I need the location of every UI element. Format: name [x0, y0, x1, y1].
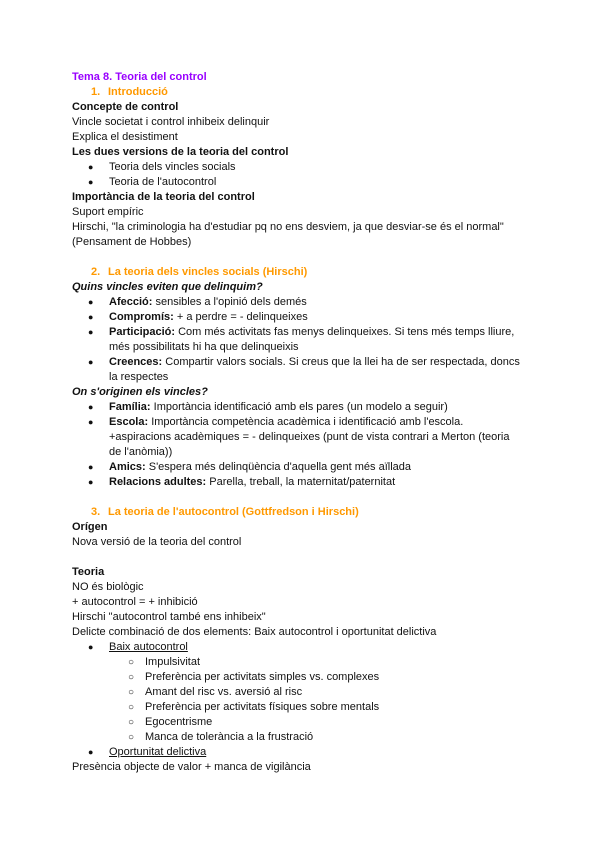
subheading-importancia: Importància de la teoria del control: [72, 191, 255, 203]
bullet-icon: ●: [88, 747, 94, 757]
sub-list-item: [72, 685, 572, 700]
section-title: Introducció: [108, 86, 168, 98]
list-item: [72, 460, 572, 475]
bullet-icon: ●: [88, 327, 94, 337]
subheading-teoria: Teoria: [72, 566, 105, 578]
list-item: [72, 175, 572, 190]
list-item-baix-autocontrol: [72, 640, 572, 655]
spacer: [72, 490, 572, 505]
section-number: 2.: [91, 266, 101, 278]
definition: + a perdre = - delinqueixes: [176, 311, 308, 323]
text-line: Hirschi "autocontrol també ens inhibeix": [72, 611, 266, 623]
term: Compromís:: [109, 311, 174, 323]
versions-list: [72, 160, 572, 190]
circle-bullet-icon: ○: [128, 732, 135, 743]
question-vincles: Quins vincles eviten que delinquim?: [72, 281, 263, 293]
list-item: [72, 400, 572, 415]
list-item-text: Impulsivitat: [145, 656, 201, 668]
spacer: [72, 550, 572, 565]
definition: Importància identificació amb els pares (un modelo a seguir): [153, 401, 448, 413]
circle-bullet-icon: ○: [128, 702, 135, 713]
list-item-text: Egocentrisme: [145, 716, 213, 728]
term: Amics:: [109, 461, 146, 473]
definition: Parella, treball, la maternitat/paternitat: [209, 476, 396, 488]
bullet-icon: ●: [88, 162, 94, 172]
text-line: + autocontrol = + inhibició: [72, 596, 198, 608]
subheading-concepte: Concepte de control: [72, 101, 179, 113]
term: Participació:: [109, 326, 176, 338]
subheading-versions: Les dues versions de la teoria del control: [72, 146, 289, 158]
definition: Compartir valors socials. Si creus que la llei ha de ser respectada, doncs: [165, 356, 520, 368]
text-line: NO és biològic: [72, 581, 144, 593]
list-item-text: Amant del risc vs. aversió al risc: [145, 686, 303, 698]
definition-cont: +aspiracions acadèmiques = - delinqueixes (punt de vista contrari a Merton (teoria: [109, 431, 510, 443]
circle-bullet-icon: ○: [128, 717, 135, 728]
vincles-list: [72, 295, 572, 385]
list-item-text: Oportunitat delictiva: [109, 746, 207, 758]
list-item-oportunitat: [72, 745, 572, 760]
term: Afecció:: [109, 296, 153, 308]
sub-list-item: [72, 670, 572, 685]
list-item-text: Baix autocontrol: [109, 641, 188, 653]
text-line: Hirschi, "la criminologia ha d'estudiar pq no ens desviem, ja que desviar-se és el normal": [72, 221, 504, 233]
circle-bullet-icon: ○: [128, 672, 135, 683]
definition: Com més activitats fas menys delinqueixes. Si tens més temps lliure,: [178, 326, 515, 338]
definition-cont: més possibilitats hi ha que delinqueixis: [109, 341, 299, 353]
section-title: La teoria dels vincles socials (Hirschi): [108, 266, 308, 278]
definition: S'espera més delinqüència d'aquella gent més aïllada: [148, 461, 412, 473]
circle-bullet-icon: ○: [128, 687, 135, 698]
sub-list-item: [72, 700, 572, 715]
bullet-icon: ●: [88, 417, 94, 427]
sub-list-item: [72, 715, 572, 730]
text-line: Presència objecte de valor + manca de vigilància: [72, 761, 311, 773]
section-number: 3.: [91, 506, 101, 518]
bullet-icon: ●: [88, 402, 94, 412]
bullet-icon: ●: [88, 297, 94, 307]
bullet-icon: ●: [88, 642, 94, 652]
term: Relacions adultes:: [109, 476, 207, 488]
section-title: La teoria de l'autocontrol (Gottfredson i Hirschi): [108, 506, 359, 518]
bullet-icon: ●: [88, 462, 94, 472]
term: Família:: [109, 401, 151, 413]
text-line: Suport empíric: [72, 206, 144, 218]
list-item-text: Manca de tolerància a la frustració: [145, 731, 314, 743]
list-item: [72, 475, 572, 490]
list-item: [72, 310, 572, 325]
list-item-text: Preferència per activitats simples vs. complexes: [145, 671, 380, 683]
document-page: [72, 70, 572, 775]
definition-cont: de l'anòmia)): [109, 446, 173, 458]
sub-list-item: [72, 730, 572, 745]
term: Creences:: [109, 356, 163, 368]
circle-bullet-icon: ○: [128, 657, 135, 668]
term: Escola:: [109, 416, 149, 428]
section-3-heading: [72, 505, 572, 520]
document-title: Tema 8. Teoria del control: [72, 71, 207, 83]
list-item: [72, 355, 572, 385]
list-item: [72, 295, 572, 310]
definition: Importància competència acadèmica i identificació amb l'escola.: [151, 416, 464, 428]
question-origens: On s'originen els vincles?: [72, 386, 208, 398]
list-item-text: Teoria dels vincles socials: [109, 161, 236, 173]
spacer: [72, 250, 572, 265]
section-2-heading: [72, 265, 572, 280]
text-line: (Pensament de Hobbes): [72, 236, 192, 248]
subheading-origen: Orígen: [72, 521, 108, 533]
list-item: [72, 325, 572, 355]
bullet-icon: ●: [88, 177, 94, 187]
teoria-list: [72, 640, 572, 760]
text-line: Vincle societat i control inhibeix delinquir: [72, 116, 270, 128]
definition: sensibles a l'opinió dels demés: [155, 296, 307, 308]
section-1-heading: [72, 85, 572, 100]
list-item: [72, 160, 572, 175]
bullet-icon: ●: [88, 312, 94, 322]
list-item-text: Preferència per activitats físiques sobre mentals: [145, 701, 380, 713]
list-item-text: Teoria de l'autocontrol: [109, 176, 217, 188]
text-line: Nova versió de la teoria del control: [72, 536, 242, 548]
sub-list-item: [72, 655, 572, 670]
bullet-icon: ●: [88, 357, 94, 367]
section-number: 1.: [91, 86, 101, 98]
definition-cont: la respectes: [109, 371, 169, 383]
origens-list: [72, 400, 572, 490]
text-line: Explica el desistiment: [72, 131, 178, 143]
list-item: [72, 415, 572, 460]
bullet-icon: ●: [88, 477, 94, 487]
text-line: Delicte combinació de dos elements: Baix autocontrol i oportunitat delictiva: [72, 626, 437, 638]
